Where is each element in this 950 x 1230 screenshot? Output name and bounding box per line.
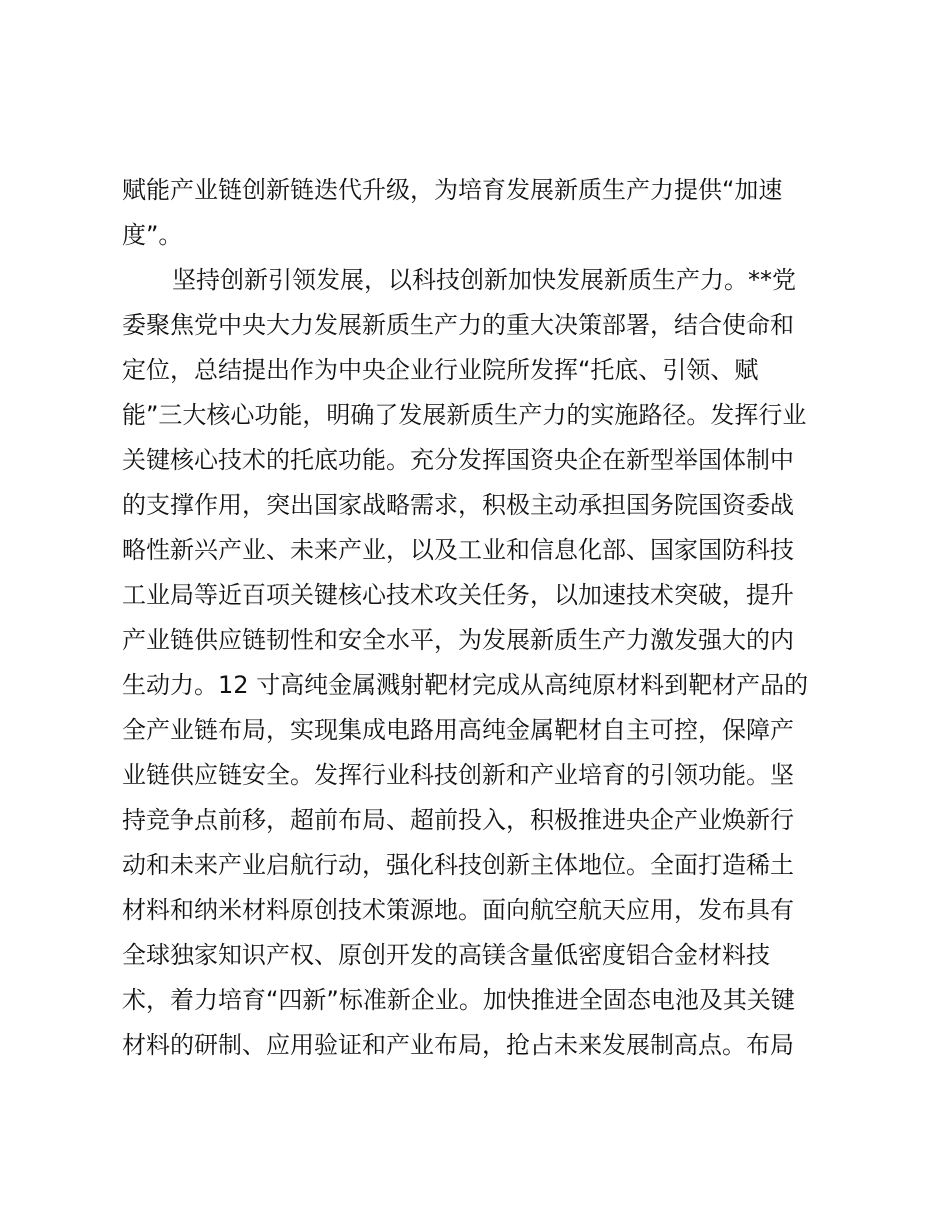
text-line: 关键核心技术的托底功能。充分发挥国资央企在新型举国体制中: [122, 446, 794, 474]
text-line: 持竞争点前移，超前布局、超前投入，积极推进央企产业焕新行: [122, 806, 794, 834]
text-line: 定位，总结提出作为中央企业行业院所发挥“托底、引领、赋: [122, 356, 759, 384]
text-line: 的支撑作用，突出国家战略需求，积极主动承担国务院国资委战: [122, 491, 794, 519]
text-line: 产业链供应链韧性和安全水平，为发展新质生产力激发强大的内: [122, 626, 794, 654]
text-line: 全球独家知识产权、原创开发的高镁含量低密度铝合金材料技: [122, 941, 770, 969]
text-line: 工业局等近百项关键核心技术攻关任务，以加速技术突破，提升: [122, 581, 794, 609]
text-line: 材料的研制、应用验证和产业布局，抢占未来发展制高点。布局: [122, 1031, 794, 1059]
paragraph-first-line: 坚持创新引领发展，以科技创新加快发展新质生产力。**党: [172, 266, 796, 294]
text-line: 委聚焦党中央大力发展新质生产力的重大决策部署，结合使命和: [122, 311, 794, 339]
text-line: 业链供应链安全。发挥行业科技创新和产业培育的引领功能。坚: [122, 761, 794, 789]
text-line: 术，着力培育“四新”标准新企业。加快推进全固态电池及其关键: [122, 986, 795, 1014]
text-line: 全产业链布局，实现集成电路用高纯金属靶材自主可控，保障产: [122, 716, 794, 744]
text-line: 动和未来产业启航行动，强化科技创新主体地位。全面打造稀土: [122, 851, 794, 879]
text-line: 生动力。12 寸高纯金属溅射靶材完成从高纯原材料到靶材产品的: [122, 671, 809, 699]
body-text: [122, 168, 834, 1068]
text-line: 能”三大核心功能，明确了发展新质生产力的实施路径。发挥行业: [122, 401, 807, 429]
text-line: 赋能产业链创新链迭代升级，为培育发展新质生产力提供“加速: [122, 176, 783, 204]
text-line: 度”。: [122, 221, 183, 249]
text-line: 材料和纳米材料原创技术策源地。面向航空航天应用，发布具有: [122, 896, 794, 924]
text-line: 略性新兴产业、未来产业，以及工业和信息化部、国家国防科技: [122, 536, 794, 564]
